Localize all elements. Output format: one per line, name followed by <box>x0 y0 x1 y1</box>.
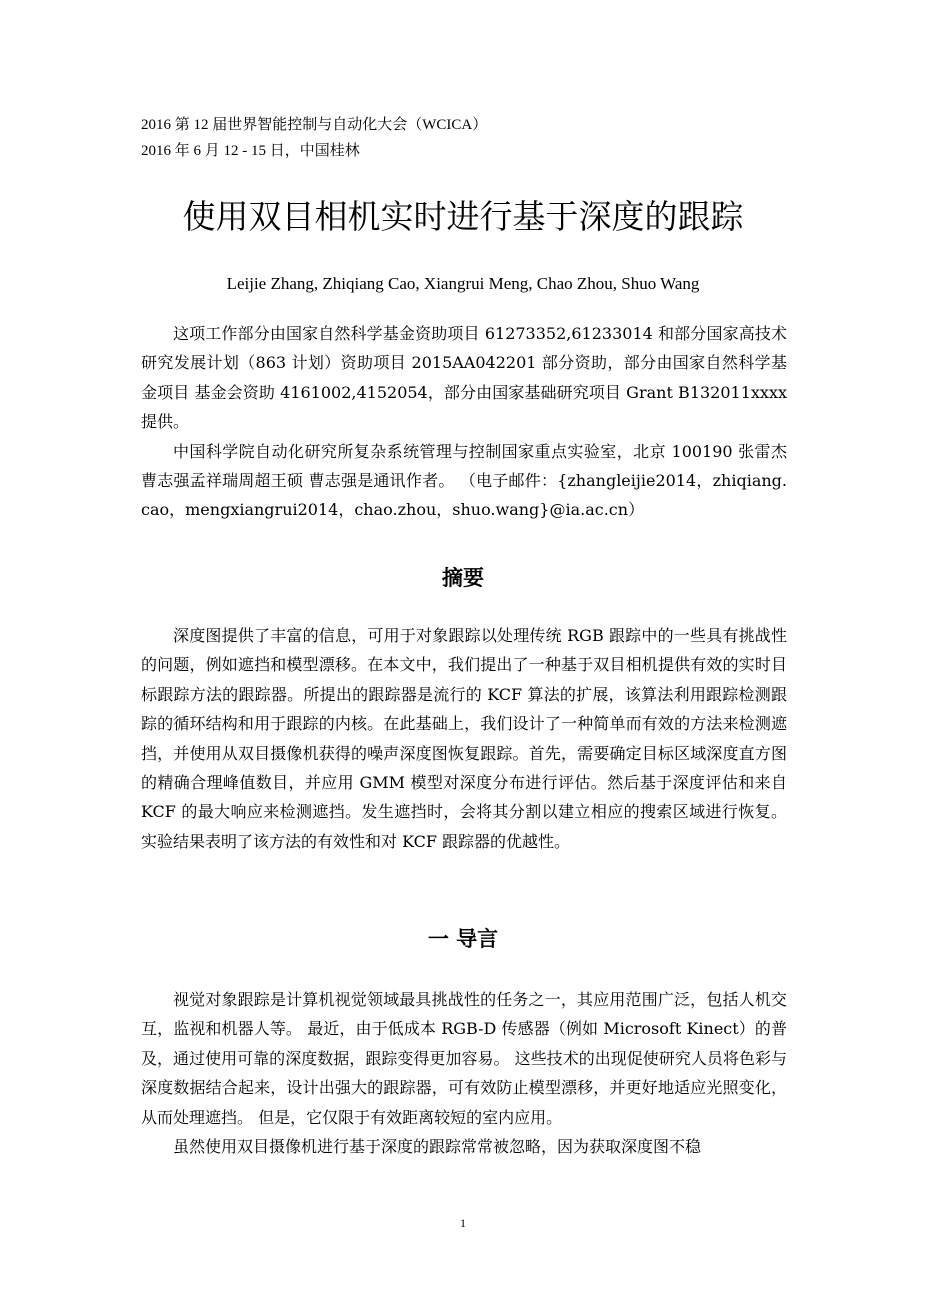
page-number: 1 <box>460 1216 466 1230</box>
abstract-section <box>141 621 787 856</box>
conference-line: 2016 第 12 届世界智能控制与自动化大会（WCICA） <box>141 117 488 133</box>
date-location-line: 2016 年 6 月 12 - 15 日，中国桂林 <box>141 143 360 159</box>
abstract-paragraph: 深度图提供了丰富的信息，可用于对象跟踪以处理传统 RGB 跟踪中的一些具有挑战性的问题，例如遮挡和模型漂移。在本文中，我们提出了一种基于双目相机提供有效的实时目标跟踪方法的跟踪器。所提出的跟踪器是流行的 KCF 算法的扩展，该算法利用跟踪检测跟踪的循环结构和用于跟踪的内核。在此基础上，我们设计了一种简单而有效的方法来检测遮挡，并使用从双目摄像机获得的噪声深度图恢复跟踪。首先，需要确定目标区域深度直方图的精确合理峰值数目，并应用 GMM 模型对深度分布进行评估。然后基于深度评估和来自 KCF 的最大响应来检测遮挡。发生遮挡时，会将其分割以建立相应的搜索区域进行恢复。实验结果表明了该方法的有效性和对 KCF 跟踪器的优越性。 <box>141 626 787 851</box>
introduction-paragraph: 虽然使用双目摄像机进行基于深度的跟踪常常被忽略，因为获取深度图不稳 <box>173 1137 702 1157</box>
introduction-section <box>141 985 787 1161</box>
introduction-paragraph: 视觉对象跟踪是计算机视觉领域最具挑战性的任务之一，其应用范围广泛，包括人机交互，监视和机器人等。 最近，由于低成本 RGB-D 传感器（例如 Microsoft Kinect）的普及，通过使用可靠的深度数据，跟踪变得更加容易。 这些技术的出现促使研究人员将色彩与深度数据结合起来，设计出强大的跟踪器，可有效防止模型漂移，并更好地适应光照变化，从而处理遮挡。 但是，它仅限于有效距离较短的室内应用。 <box>141 990 787 1127</box>
abstract-heading: 摘要 <box>442 566 484 590</box>
introduction-heading: 一 导言 <box>427 927 499 951</box>
funding-paragraph: 这项工作部分由国家自然科学基金资助项目 61273352,61233014 和部分国家高技术研究发展计划（863 计划）资助项目 2015AA042201 部分资助，部分由国家自然科学基金项目 基金会资助 4161002,4152054，部分由国家基础研究项目 Grant B132011xxxx 提供。 <box>141 324 787 432</box>
funding-section <box>141 319 787 525</box>
paper-title: 使用双目相机实时进行基于深度的跟踪 <box>182 197 744 236</box>
affiliation-paragraph: 中国科学院自动化研究所复杂系统管理与控制国家重点实验室，北京 100190 张雷杰曹志强孟祥瑞周超王硕 曹志强是通讯作者。 （电子邮件：{zhangleijie2014，zhiqiang.cao，mengxiangrui2014，chao.zhou，shuo.wang}@ia.ac.cn） <box>141 441 787 520</box>
author-list: Leijie Zhang, Zhiqiang Cao, Xiangrui Meng, Chao Zhou, Shuo Wang <box>226 274 700 293</box>
conference-header <box>141 112 487 164</box>
